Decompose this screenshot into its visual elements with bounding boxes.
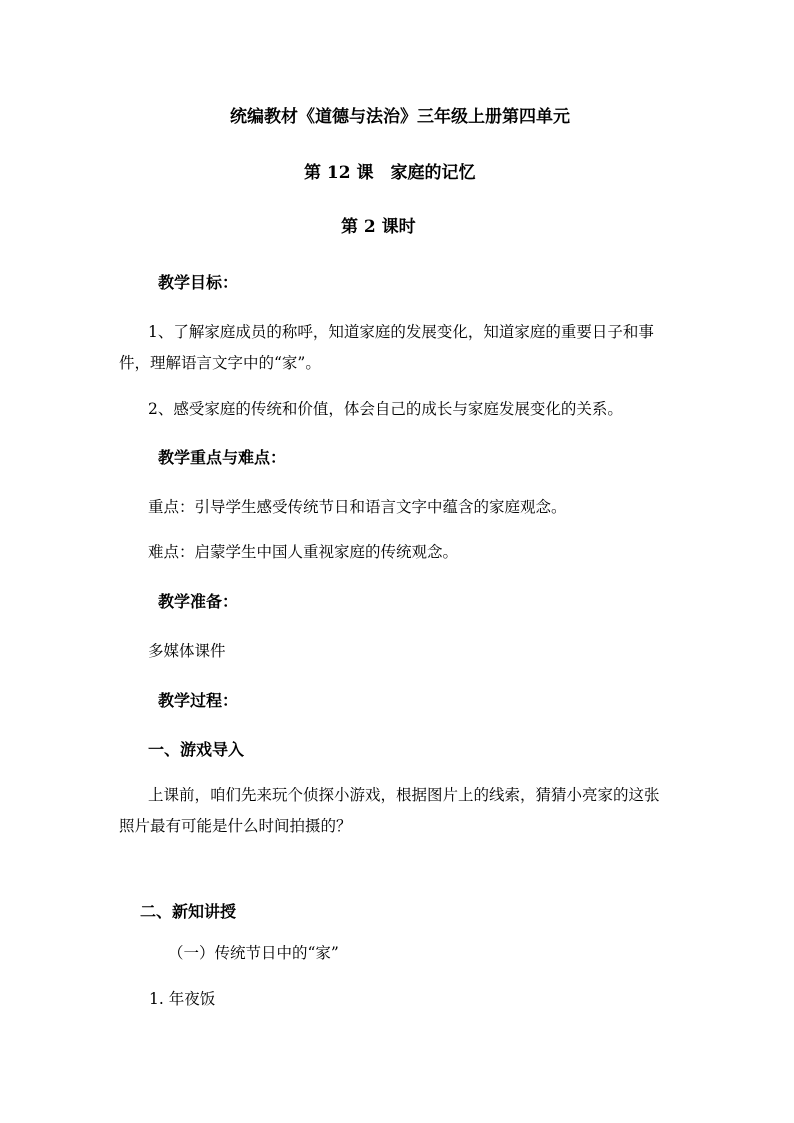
series-title: 统编教材《道德与法治》三年级上册第四单元 — [230, 107, 570, 127]
period-title: 第 2 课时 — [341, 217, 416, 237]
part-2-item-1: 1. 年夜饭 — [149, 990, 216, 1008]
objective-1-line-1: 1、了解家庭成员的称呼，知道家庭的发展变化，知道家庭的重要日子和事 — [148, 323, 654, 341]
part-2-title: 二、新知讲授 — [140, 902, 237, 921]
objective-1-line-2: 件，理解语言文字中的“家”。 — [119, 354, 321, 372]
preparation-content: 多媒体课件 — [148, 642, 226, 660]
part-2-subsection-1: （一）传统节日中的“家” — [168, 944, 339, 962]
key-points-heading: 教学重点与难点： — [158, 448, 287, 467]
key-point: 重点：引导学生感受传统节日和语言文字中蕴含的家庭观念。 — [148, 498, 567, 516]
preparation-heading: 教学准备： — [158, 592, 239, 611]
objectives-heading: 教学目标： — [158, 273, 239, 292]
part-1-line-1: 上课前，咱们先来玩个侦探小游戏，根据图片上的线索，猜猜小亮家的这张 — [148, 786, 660, 804]
process-heading: 教学过程： — [158, 691, 239, 710]
objective-2: 2、感受家庭的传统和价值，体会自己的成长与家庭发展变化的关系。 — [148, 400, 623, 418]
lesson-title: 第 12 课 家庭的记忆 — [304, 163, 476, 183]
part-1-line-2: 照片最有可能是什么时间拍摄的？ — [119, 817, 352, 835]
difficult-point: 难点：启蒙学生中国人重视家庭的传统观念。 — [148, 543, 459, 561]
part-1-title: 一、游戏导入 — [148, 740, 245, 759]
